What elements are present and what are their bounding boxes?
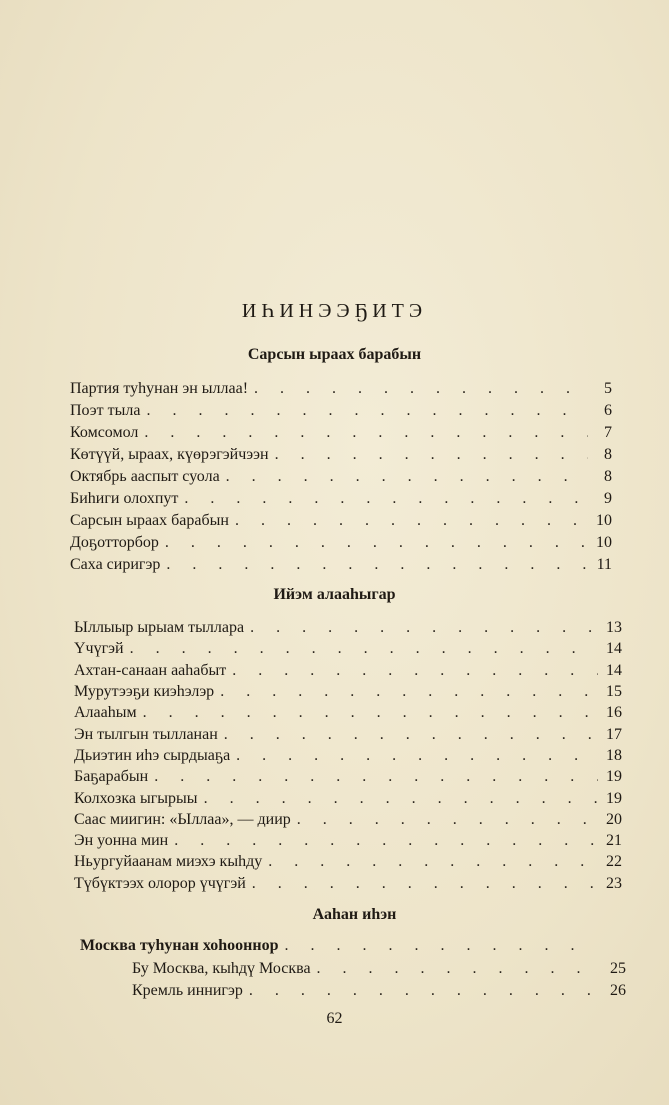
entry-page: 22: [606, 853, 622, 870]
entry-title: Октябрь ааспыт суола: [70, 468, 220, 485]
entry-page: 19: [606, 768, 622, 785]
entry-page: 23: [606, 875, 622, 892]
leader-dots: [204, 790, 598, 808]
leader-dots: [220, 683, 598, 701]
entry-title: Эн уонна мин: [74, 832, 169, 849]
entry-page: 5: [604, 380, 612, 397]
leader-dots: [252, 875, 598, 893]
entry-title: Түбүктээх олорор үчүгэй: [74, 875, 246, 892]
entry-page: 9: [604, 490, 612, 507]
leader-dots: [236, 747, 598, 765]
leader-dots: [224, 726, 598, 744]
leader-dots: [143, 704, 598, 722]
toc-entry: [70, 512, 612, 534]
section-heading: Сарсын ыраах барабын: [247, 346, 422, 363]
leader-dots: [174, 832, 598, 850]
entry-title: Партия туһунан эн ыллаа!: [70, 380, 249, 397]
toc-entry: [74, 619, 622, 641]
toc-entry: [74, 640, 622, 662]
entry-title: Көтүүй, ыраах, күөрэгэйчээн: [70, 446, 269, 463]
entry-page: 6: [604, 402, 612, 419]
entry-page: 14: [606, 662, 622, 679]
entry-page: 10: [596, 512, 612, 529]
entry-title: Эн тылгын тылланан: [74, 726, 218, 743]
leader-dots: [184, 490, 588, 508]
entry-page: 26: [610, 982, 626, 999]
section-heading: Ийэм алааһыгар: [273, 586, 396, 603]
entry-title: Комсомол: [70, 424, 139, 441]
entry-title: Поэт тыла: [70, 402, 141, 419]
entry-title: Бу Москва, кыһдү Москва: [132, 960, 311, 977]
entry-page: 17: [606, 726, 622, 743]
toc-entry: [70, 468, 612, 490]
leader-dots: [235, 512, 588, 530]
entry-page: 16: [606, 704, 622, 721]
entry-page: 18: [606, 747, 622, 764]
entry-title: Доҕотторбор: [70, 534, 159, 551]
toc-entry: [70, 490, 612, 512]
entry-page: 8: [604, 468, 612, 485]
entry-title: Москва туһунан хоһооннор: [80, 937, 279, 954]
leader-dots: [166, 556, 588, 574]
toc-entry: [70, 424, 612, 446]
entry-title: Колхозка ыгырыы: [74, 790, 198, 807]
leader-dots: [297, 811, 598, 829]
entry-page: 11: [596, 556, 612, 573]
leader-dots: [250, 619, 598, 637]
entry-title: Дьиэтин иһэ сырдыаҕа: [74, 747, 231, 764]
entry-page: 25: [610, 960, 626, 977]
leader-dots: [232, 662, 598, 680]
toc-entry: [70, 380, 612, 402]
toc-entry: [80, 937, 600, 959]
leader-dots: [146, 402, 588, 420]
toc-entry: [74, 875, 622, 897]
entry-title: Биһиги олохпут: [70, 490, 179, 507]
entry-title: Сарсын ыраах барабын: [70, 512, 229, 529]
leader-dots: [165, 534, 588, 552]
toc-entry: [74, 683, 622, 705]
toc-entry: [74, 662, 622, 684]
toc-entry: [74, 832, 622, 854]
toc-entry: [74, 790, 622, 812]
entry-title: Баҕарабын: [74, 768, 149, 785]
toc-entry: [70, 446, 612, 468]
entry-page: 13: [606, 619, 622, 636]
entry-title: Ыллыыр ырыам тыллара: [74, 619, 245, 636]
entry-page: 10: [596, 534, 612, 551]
toc-title: ИҺИНЭЭҔИТЭ: [241, 300, 428, 322]
entry-page: 14: [606, 640, 622, 657]
toc-entry: [70, 556, 612, 578]
entry-page: 19: [606, 790, 622, 807]
leader-dots: [130, 640, 598, 658]
leader-dots: [226, 468, 588, 486]
leader-dots: [284, 937, 576, 955]
leader-dots: [144, 424, 588, 442]
entry-title: Ньургуйаанам миэхэ кыһду: [74, 853, 263, 870]
toc-entry: [74, 747, 622, 769]
entry-page: 7: [604, 424, 612, 441]
leader-dots: [268, 853, 598, 871]
entry-title: Мурутээҕи киэһэлэр: [74, 683, 215, 700]
entry-page: 8: [604, 446, 612, 463]
leader-dots: [249, 982, 602, 1000]
entry-title: Кремль иннигэр: [132, 982, 243, 999]
entry-page: 20: [606, 811, 622, 828]
leader-dots: [275, 446, 588, 464]
toc-entry: [132, 982, 626, 1004]
leader-dots: [317, 960, 602, 978]
toc-entry: [70, 402, 612, 424]
toc-entry: [74, 768, 622, 790]
toc-entry: [74, 853, 622, 875]
leader-dots: [254, 380, 588, 398]
entry-title: Саха сиригэр: [70, 556, 161, 573]
section-heading: Ааһан иһэн: [312, 906, 397, 923]
entry-page: 15: [606, 683, 622, 700]
toc-entry: [74, 726, 622, 748]
toc-entry: [70, 534, 612, 556]
page-number: 62: [326, 1010, 343, 1027]
entry-title: Ахтан-санаан ааһабыт: [74, 662, 227, 679]
toc-entry: [74, 704, 622, 726]
toc-entry: [74, 811, 622, 833]
entry-page: 21: [606, 832, 622, 849]
entry-title: Саас миигин: «Ыллаа», — диир: [74, 811, 291, 828]
entry-title: Үчүгэй: [74, 640, 124, 657]
toc-entry: [132, 960, 626, 982]
leader-dots: [154, 768, 598, 786]
entry-title: Алааһым: [74, 704, 137, 721]
